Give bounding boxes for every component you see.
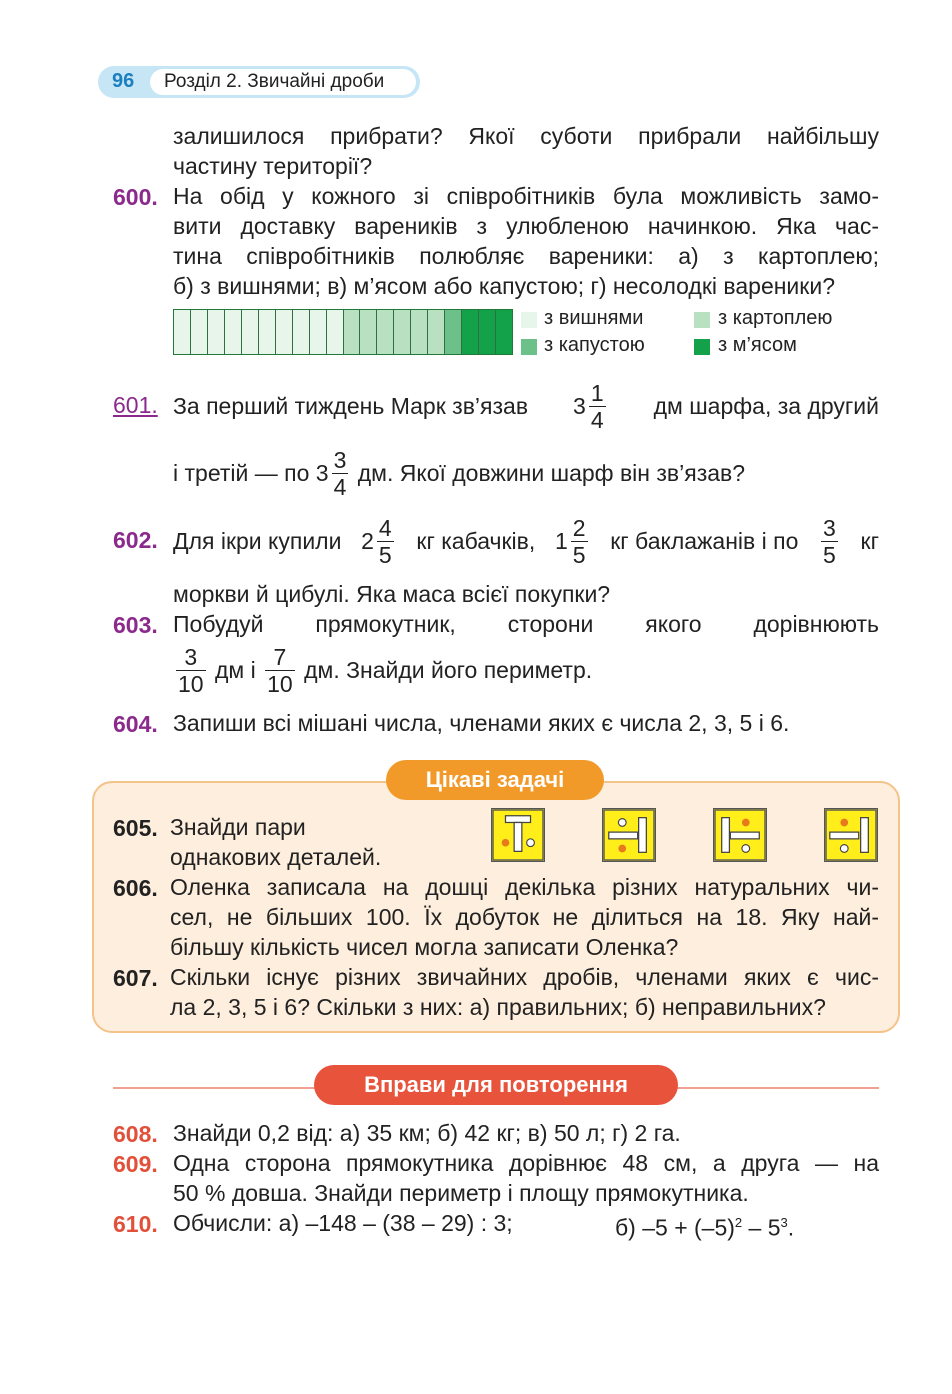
bar-segment <box>225 310 242 354</box>
fraction <box>265 644 295 697</box>
text: дм шарфа, за другий <box>653 393 879 419</box>
legend-label: з м’ясом <box>718 334 797 356</box>
fraction <box>176 644 206 697</box>
text-line <box>173 511 879 571</box>
text: . <box>787 1214 795 1241</box>
bar-segment <box>208 310 225 354</box>
text-line: Оленка записала на дошці декілька різних натуральних чи- <box>170 874 879 900</box>
bar-segment <box>428 310 445 354</box>
numerator: 4 <box>378 514 392 541</box>
text-line: більшу кількість чисел могла записати Оленка? <box>170 934 679 960</box>
bar-segment <box>174 310 191 354</box>
legend-label: з капустою <box>544 334 645 356</box>
text-line: Обчисли: а) –148 – (38 – 29) : 3; <box>173 1210 513 1236</box>
chapter-title: Розділ 2. Звичайні дроби <box>164 71 385 92</box>
denominator: 5 <box>378 541 392 568</box>
denominator: 10 <box>267 670 293 697</box>
text: кг кабачків, <box>416 528 536 554</box>
numerator: 3 <box>333 446 347 473</box>
problem-number: 601. <box>113 392 158 418</box>
legend-swatch <box>521 339 537 355</box>
bar-segment <box>259 310 276 354</box>
text: дм. Якої довжини шарф він зв’язав? <box>357 460 746 486</box>
bar-segment <box>191 310 208 354</box>
problem-number: 606. <box>113 875 158 901</box>
bar-segment <box>377 310 394 354</box>
puzzle-tile-4 <box>824 808 878 862</box>
bar-segment <box>242 310 259 354</box>
text-line: Одна сторона прямокутника дорівнює 48 см, а друга — на <box>173 1150 879 1176</box>
mixed-whole: 3 <box>315 460 329 486</box>
exponent: 2 <box>734 1215 743 1230</box>
text-line: На обід у кожного зі співробітників була можливість замо- <box>173 183 879 209</box>
section-title: Вправи для повторення <box>314 1065 678 1105</box>
legend-swatch <box>521 312 537 328</box>
problem-number: 609. <box>113 1151 158 1177</box>
text: дм і <box>214 657 256 683</box>
fraction <box>377 515 394 568</box>
expression <box>615 1208 794 1243</box>
legend-swatch <box>694 312 710 328</box>
problem-number: 600. <box>113 184 158 210</box>
problem-number: 603. <box>113 612 158 638</box>
text: б) –5 + (–5) <box>615 1214 735 1241</box>
bar-segment <box>293 310 310 354</box>
bar-segment <box>344 310 361 354</box>
denominator: 4 <box>333 473 347 500</box>
text-line: 50 % довша. Знайди периметр і площу прямокутника. <box>173 1180 749 1206</box>
denominator: 10 <box>178 670 204 697</box>
text-line <box>173 376 879 436</box>
bar-segment <box>411 310 428 354</box>
text-line: Скільки існує різних звичайних дробів, членами яких є чис- <box>170 964 879 990</box>
denominator: 5 <box>572 541 586 568</box>
legend-label: з картоплею <box>718 307 833 329</box>
fraction <box>589 380 606 433</box>
text-line: однакових деталей. <box>170 844 382 870</box>
text-line <box>173 443 745 503</box>
fraction <box>821 515 838 568</box>
puzzle-tile-3 <box>713 808 767 862</box>
text-line: вити доставку вареників з улюбленою начинкою. Яка час- <box>173 213 879 239</box>
mixed-whole: 2 <box>361 528 374 554</box>
text-line: частину території? <box>173 153 373 179</box>
text-line: моркви й цибулі. Яка маса всієї покупки? <box>173 581 611 607</box>
text: Для ікри купили <box>173 528 342 554</box>
numerator: 1 <box>590 379 604 406</box>
text: дм. Знайди його периметр. <box>304 657 593 683</box>
text-line: Запиши всі мішані числа, членами яких є числа 2, 3, 5 і 6. <box>173 710 790 736</box>
bar-segment <box>462 310 479 354</box>
bar-segment <box>479 310 496 354</box>
bar-segment <box>276 310 293 354</box>
numerator: 2 <box>572 514 586 541</box>
text: кг баклажанів і по <box>610 528 799 554</box>
numerator: 3 <box>176 644 206 671</box>
text-line: Побудуй прямокутник, сторони якого дорівнюють <box>173 611 879 637</box>
bar-segment <box>496 310 512 354</box>
problem-number: 607. <box>113 965 158 991</box>
text-line: Знайди пари <box>170 814 306 840</box>
text-line: ла 2, 3, 5 і 6? Скільки з них: а) правильних; б) неправильних? <box>170 994 826 1020</box>
text-line: б) з вишнями; в) м’ясом або капустою; г) несолодкі вареники? <box>173 273 835 299</box>
bar-segment <box>360 310 377 354</box>
text-line: тина співробітників полюбляє вареники: а) з картоплею; <box>173 243 879 269</box>
text-line: залишилося прибрати? Якої суботи прибрали найбільшу <box>173 123 879 149</box>
problem-number: 605. <box>113 815 158 841</box>
exponent: 3 <box>780 1215 788 1230</box>
legend-label: з вишнями <box>544 307 644 329</box>
fraction-bar <box>173 309 513 355</box>
bar-segment <box>394 310 411 354</box>
problem-number: 608. <box>113 1121 158 1147</box>
mixed-whole: 1 <box>554 528 568 554</box>
problem-number: 602. <box>113 527 158 553</box>
legend-swatch <box>694 339 710 355</box>
page-number: 96 <box>112 70 135 92</box>
problem-number: 604. <box>113 711 158 737</box>
bar-segment <box>327 310 344 354</box>
bar-segment <box>445 310 462 354</box>
bar-segment <box>310 310 327 354</box>
denominator: 5 <box>823 541 836 568</box>
puzzle-tile-1 <box>491 808 545 862</box>
numerator: 3 <box>823 514 836 541</box>
puzzle-tile-2 <box>602 808 656 862</box>
text: – 5 <box>742 1214 781 1241</box>
text-line: сел, не більших 100. Їх добуток не ділиться на 18. Яку най- <box>170 904 879 930</box>
denominator: 4 <box>590 406 604 433</box>
text: За перший тиждень Марк зв’язав <box>173 393 529 419</box>
text: кг <box>860 528 879 554</box>
text: і третій — по <box>173 460 310 486</box>
numerator: 7 <box>265 644 295 671</box>
problem-number: 610. <box>113 1211 158 1237</box>
fraction <box>571 515 588 568</box>
section-title: Цікаві задачі <box>386 760 604 800</box>
text-line: Знайди 0,2 від: а) 35 км; б) 42 кг; в) 50 л; г) 2 га. <box>173 1120 681 1146</box>
fraction <box>332 447 349 500</box>
text-line <box>173 640 592 700</box>
mixed-whole: 3 <box>573 393 586 419</box>
